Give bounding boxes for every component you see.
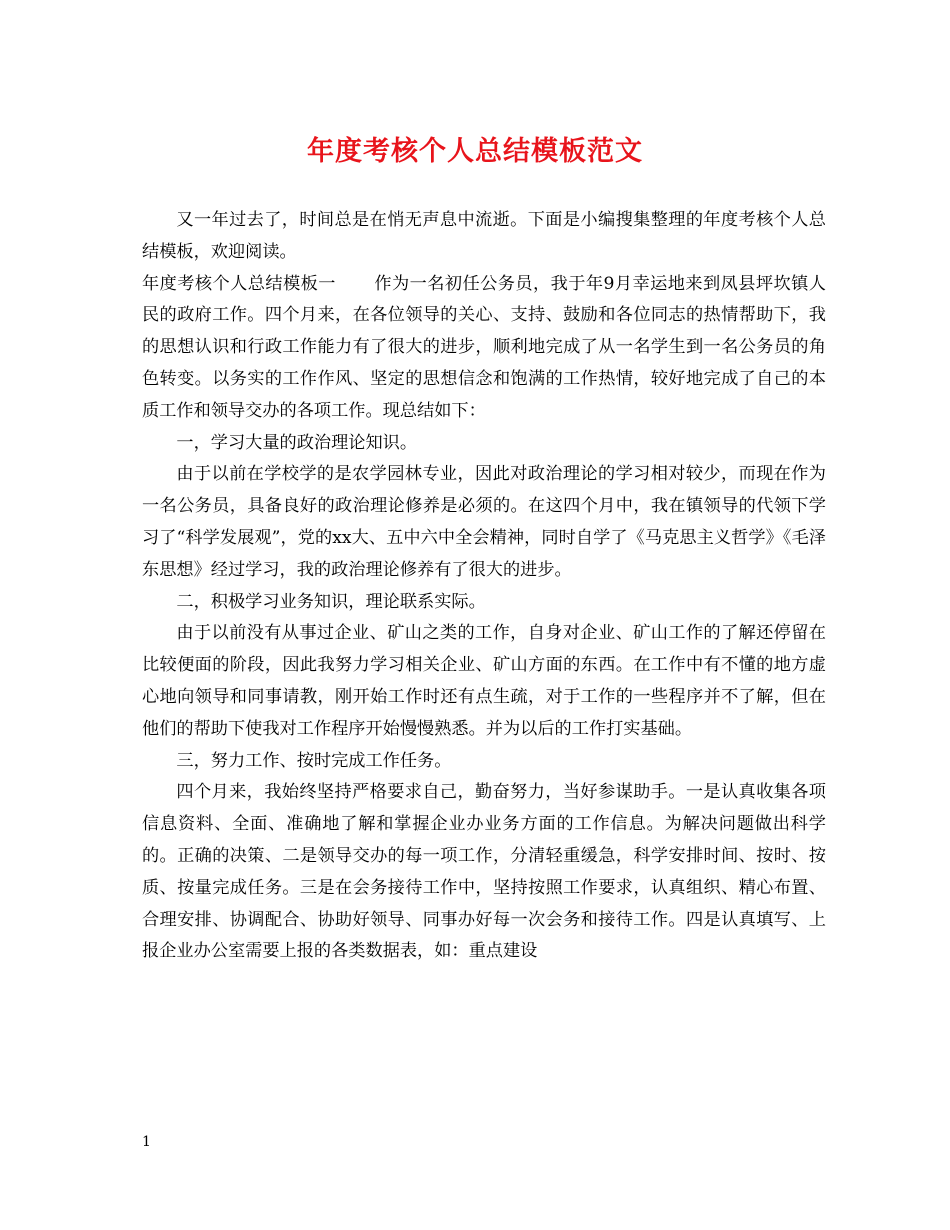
- section-1-heading: 一，学习大量的政治理论知识。: [176, 432, 418, 453]
- template-opening-text: 作为一名初任公务员，我于年9月幸运地来到凤县坪坎镇人民的政府工作。四个月来，在各位领导的关心、支持、鼓励和各位同志的热情帮助下，我的思想认识和行政工作能力有了很大的进步，顺利地完成了从一名学生到一名公务员的角色转变。以务实的工作作风、坚定的思想信念和饱满的工作热情，较好地完成了自己的本质工作和领导交办的各项工作。现总结如下：: [142, 273, 826, 421]
- document-body: [142, 205, 826, 968]
- section-1-paragraph: 由于以前在学校学的是农学园林专业，因此对政治理论的学习相对较少，而现在作为一名公务员，具备良好的政治理论修养是必须的。在这四个月中，我在镇领导的代领下学习了“科学发展观”，党的xx大、五中六中全会精神，同时自学了《马克思主义哲学》《毛泽东思想》经过学习，我的政治理论修养有了很大的进步。: [142, 464, 826, 580]
- section-2-heading: 二，积极学习业务知识，理论联系实际。: [176, 591, 486, 612]
- section-3-heading: 三，努力工作、按时完成工作任务。: [176, 750, 452, 771]
- section-2-paragraph: 由于以前没有从事过企业、矿山之类的工作，自身对企业、矿山工作的了解还停留在比较便面的阶段，因此我努力学习相关企业、矿山方面的东西。在工作中有不懂的地方虚心地向领导和同事请教，刚开始工作时还有点生疏，对于工作的一些程序并不了解，但在他们的帮助下使我对工作程序开始慢慢熟悉。并为以后的工作打实基础。: [142, 623, 826, 739]
- template-heading: 年度考核个人总结模板一: [142, 273, 336, 294]
- template-paragraph: [142, 269, 826, 428]
- document-title: 年度考核个人总结模板范文: [307, 136, 643, 167]
- section-3-paragraph: 四个月来，我始终坚持严格要求自己，勤奋努力，当好参谋助手。一是认真收集各项信息资料、全面、准确地了解和掌握企业办业务方面的工作信息。为解决问题做出科学的。正确的决策、二是领导交办的每一项工作，分清轻重缓急，科学安排时间、按时、按质、按量完成任务。三是在会务接待工作中，坚持按照工作要求，认真组织、精心布置、合理安排、协调配合、协助好领导、同事办好每一次会务和接待工作。四是认真填写、上报企业办公室需要上报的各类数据表，如：重点建设: [142, 782, 826, 962]
- intro-paragraph: 又一年过去了，时间总是在悄无声息中流逝。下面是小编搜集整理的年度考核个人总结模板，欢迎阅读。: [142, 210, 826, 262]
- page-number: 1: [142, 1134, 151, 1150]
